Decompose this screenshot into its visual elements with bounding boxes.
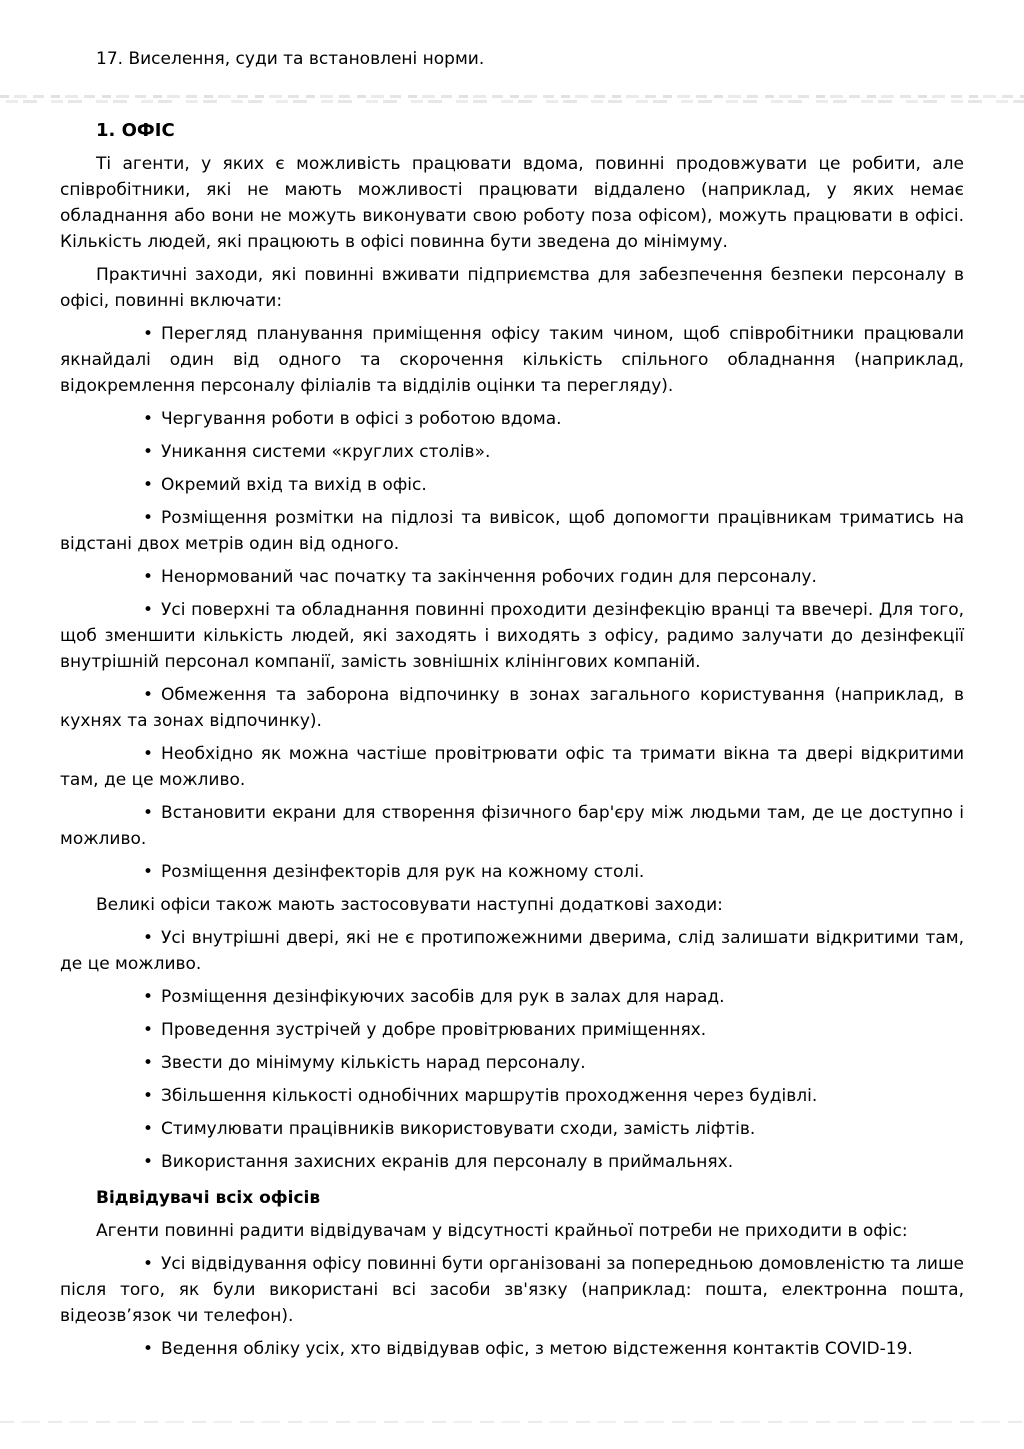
bullet-text: Перегляд планування приміщення офісу таким чином, щоб співробітники працювали якнайдалі один від одного та скорочення кількість спільного обладнання (наприклад, відокремлення персоналу філіалів та відділів оцінки та перегляду). (60, 324, 964, 396)
bullet-text: Проведення зустрічей у добре провітрюваних приміщеннях. (161, 1020, 707, 1040)
paragraph: Практичні заходи, які повинні вживати підприємства для забезпечення безпеки персоналу в офісі, повинні включати: (60, 265, 964, 311)
bullet-text: Чергування роботи в офісі з роботою вдома. (161, 409, 562, 429)
bullet-text: Ведення обліку усіх, хто відвідував офіс, з метою відстеження контактів COVID-19. (161, 1339, 913, 1359)
bullet-marker: • (143, 409, 154, 429)
separator-line-bottom (0, 1420, 1024, 1424)
bullet-marker: • (143, 475, 154, 495)
bullet-item (60, 1017, 964, 1043)
separator-line-top (0, 94, 1024, 104)
bullet-item (60, 564, 964, 590)
bullet-marker: • (143, 1119, 154, 1139)
bullet-item (60, 321, 964, 399)
bullet-text: Розміщення дезінфікуючих засобів для рук в залах для нарад. (161, 987, 725, 1007)
bullet-text: Використання захисних екранів для персоналу в приймальнях. (161, 1152, 734, 1172)
bullet-text: Встановити екрани для створення фізичного бар'єру між людьми там, де це доступно і можливо. (60, 803, 964, 849)
paragraph-large-offices: Великі офіси також мають застосовувати наступні додаткові заходи: (96, 895, 723, 915)
paragraph-visitors-intro: Агенти повинні радити відвідувачам у відсутності крайньої потреби не приходити в офіс: (96, 1221, 908, 1241)
subsection-heading-visitors: Відвідувачі всіх офісів (96, 1188, 321, 1208)
bullet-text: Необхідно як можна частіше провітрювати офіс та тримати вікна та двері відкритими там, де це можливо. (60, 744, 964, 790)
paragraph: Ті агенти, у яких є можливість працювати вдома, повинні продовжувати це робити, але співробітники, які не мають можливості працювати віддалено (наприклад, у яких немає обладнання або вони не можуть виконувати свою роботу поза офісом), можуть працювати в офісі. Кількість людей, які працюють в офісі повинна бути зведена до мінімуму. (60, 154, 964, 252)
bullet-text: Окремий вхід та вихід в офіс. (161, 475, 427, 495)
bullet-text: Звести до мінімуму кількість нарад персоналу. (161, 1053, 586, 1073)
bullet-item (60, 682, 964, 734)
bullet-item (60, 859, 964, 885)
bullet-marker: • (143, 803, 154, 823)
bullet-marker: • (143, 987, 154, 1007)
intro-line: 17. Виселення, суди та встановлені норми. (96, 49, 485, 69)
bullet-item (60, 741, 964, 793)
bullet-item (60, 1251, 964, 1329)
bullet-marker: • (143, 685, 154, 705)
bullet-text: Збільшення кількості однобічних маршрутів проходження через будівлі. (161, 1086, 818, 1106)
bullet-marker: • (143, 442, 154, 462)
bullet-marker: • (143, 744, 154, 764)
bullet-text: Усі внутрішні двері, які не є протипожежними дверима, слід залишати відкритими там, де це можливо. (60, 928, 964, 974)
bullet-marker: • (143, 1339, 154, 1359)
bullet-item (60, 984, 964, 1010)
bullet-item (60, 1083, 964, 1109)
bullet-text: Уникання системи «круглих столів». (161, 442, 491, 462)
section-heading-office: 1. ОФІС (96, 120, 175, 141)
bullet-text: Ненормований час початку та закінчення робочих годин для персоналу. (161, 567, 817, 587)
bullet-text: Усі поверхні та обладнання повинні проходити дезінфекцію вранці та ввечері. Для того, щоб зменшити кількість людей, які заходять і виходять з офісу, радимо залучати до дезінфекції внутрішній персонал компанії, замість зовнішніх клінінгових компаній. (60, 600, 964, 672)
bullet-text: Розміщення розмітки на підлозі та вивісок, щоб допомогти працівникам триматись на відстані двох метрів один від одного. (60, 508, 964, 554)
bullet-marker: • (143, 1053, 154, 1073)
bullet-item (60, 1050, 964, 1076)
bullet-marker: • (143, 1254, 154, 1274)
bullet-item (60, 597, 964, 675)
bullet-item (60, 1149, 964, 1175)
bullet-marker: • (143, 1152, 154, 1172)
bullet-item (60, 1116, 964, 1142)
bullet-marker: • (143, 1086, 154, 1106)
bullet-marker: • (143, 862, 154, 882)
bullet-marker: • (143, 1020, 154, 1040)
bullet-item (60, 505, 964, 557)
bullet-marker: • (143, 928, 154, 948)
bullet-marker: • (143, 567, 154, 587)
bullet-item (60, 406, 964, 432)
bullet-text: Обмеження та заборона відпочинку в зонах загального користування (наприклад, в кухнях та зонах відпочинку). (60, 685, 964, 731)
bullet-text: Стимулювати працівників використовувати сходи, замість ліфтів. (161, 1119, 756, 1139)
bullet-item (60, 1336, 964, 1362)
bullet-text: Розміщення дезінфекторів для рук на кожному столі. (161, 862, 645, 882)
bullet-item (60, 472, 964, 498)
bullet-marker: • (143, 600, 154, 620)
bullet-item (60, 800, 964, 852)
bullet-item (60, 439, 964, 465)
bullet-item (60, 925, 964, 977)
bullet-text: Усі відвідування офісу повинні бути організовані за попередньою домовленістю та лише після того, як були використані всі засоби зв'язку (наприклад: пошта, електронна пошта, відеозв’язок чи телефон). (60, 1254, 964, 1326)
bullet-marker: • (143, 324, 154, 344)
bullet-marker: • (143, 508, 154, 528)
